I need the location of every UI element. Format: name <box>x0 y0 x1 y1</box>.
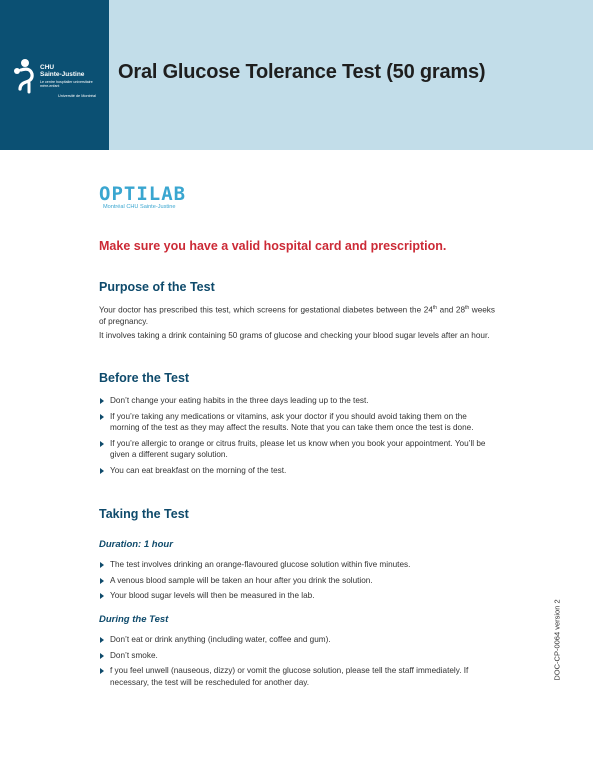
purpose-paragraph-1: Your doctor has prescribed this test, which screens for gestational diabetes between the 24th and 28th weeks of pregnancy. <box>99 305 495 327</box>
duration-list <box>99 559 495 606</box>
before-list <box>99 395 495 480</box>
duration-subheading: Duration: 1 hour <box>99 539 173 550</box>
logo-name: CHU Sainte-Justine <box>40 64 85 78</box>
document-code: DOC-CP-0064 version 2 <box>552 599 562 681</box>
list-item: The test involves drinking an orange-flavoured glucose solution within five minutes. <box>99 559 495 571</box>
before-heading: Before the Test <box>99 371 190 385</box>
page-title: Oral Glucose Tolerance Test (50 grams) <box>118 61 486 83</box>
taking-heading: Taking the Test <box>99 507 189 521</box>
hospital-card-warning: Make sure you have a valid hospital card and prescription. <box>99 239 447 253</box>
list-item: f you feel unwell (nauseous, dizzy) or vomit the glucose solution, please tell the staff immediately. If necessary, the test will be rescheduled for another day. <box>99 665 495 688</box>
list-item: Don’t eat or drink anything (including water, coffee and gum). <box>99 634 495 646</box>
list-item: A venous blood sample will be taken an hour after you drink the solution. <box>99 575 495 587</box>
optilab-wordmark: OPTILAB <box>99 183 187 205</box>
chu-sainte-justine-logo-icon <box>12 58 38 94</box>
purpose-heading: Purpose of the Test <box>99 280 215 294</box>
logo-tagline: Le centre hospitalier universitaire mère-enfant <box>40 80 93 89</box>
university-logo: Université de Montréal <box>58 94 96 98</box>
chu-logo-block <box>0 0 109 150</box>
list-item: Don’t smoke. <box>99 650 495 662</box>
list-item: You can eat breakfast on the morning of the test. <box>99 465 495 477</box>
during-subheading: During the Test <box>99 614 169 625</box>
during-list <box>99 634 495 692</box>
purpose-paragraph-2: It involves taking a drink containing 50 grams of glucose and checking your blood sugar levels after an hour. <box>99 331 490 340</box>
list-item: If you’re allergic to orange or citrus fruits, please let us know when you book your appointment. You’ll be given a different sugary solution. <box>99 438 495 461</box>
list-item: If you’re taking any medications or vitamins, ask your doctor if you should avoid taking them on the morning of the test as they may affect the results. Note that you can take them once the test is done. <box>99 411 495 434</box>
optilab-subtitle: Montréal CHU Sainte-Justine <box>103 204 176 210</box>
list-item: Don’t change your eating habits in the three days leading up to the test. <box>99 395 495 407</box>
optilab-logo <box>99 184 219 214</box>
list-item: Your blood sugar levels will then be measured in the lab. <box>99 590 495 602</box>
